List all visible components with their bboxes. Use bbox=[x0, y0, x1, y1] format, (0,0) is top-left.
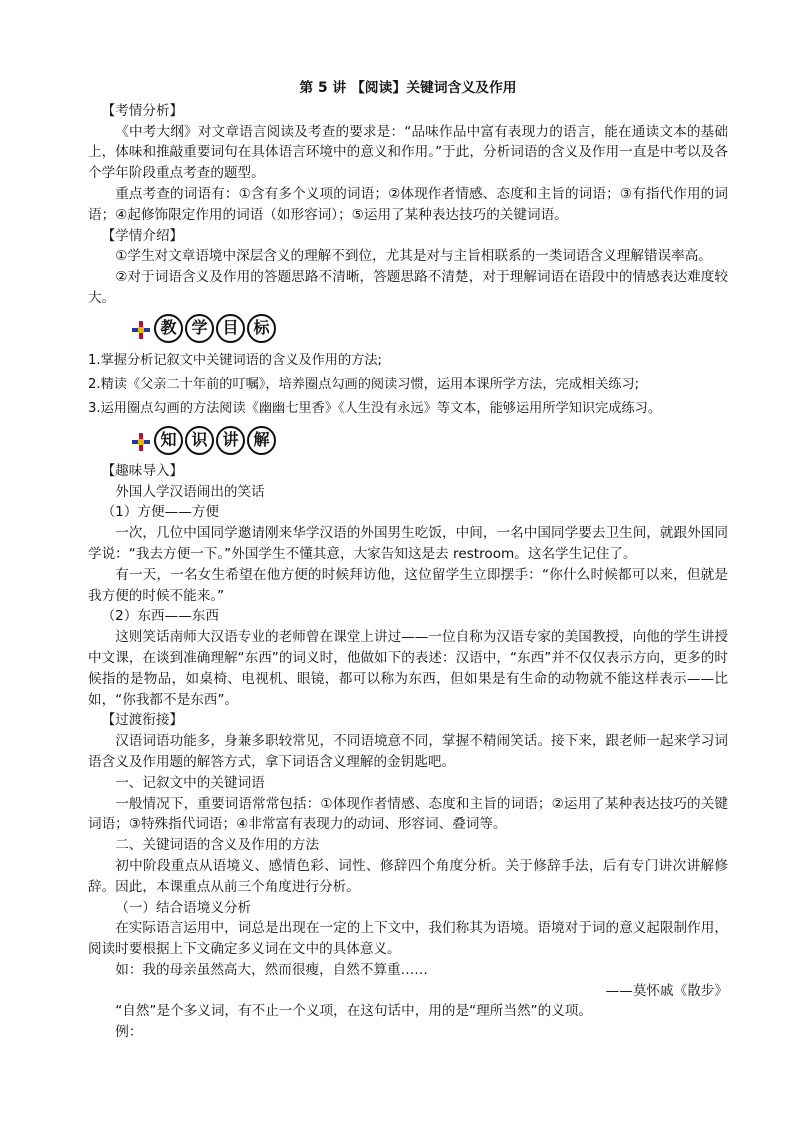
section-heading-transition: 【过渡衔接】 bbox=[101, 712, 184, 729]
quote-source: ——莫怀戚《散步》 bbox=[605, 982, 728, 999]
banner-char: 解 bbox=[247, 426, 276, 455]
subheading: 一、记叙文中的关键词语 bbox=[115, 774, 265, 791]
goal-item: 2.精读《父亲二十年前的叮嘱》，培养圈点勾画的阅读习惯，运用本课所学方法，完成相关练习; bbox=[88, 376, 640, 392]
paragraph: 有一天，一名女生希望在他方便的时候拜访他，这位留学生立即摆手：“你什么时候都可以来，但就是我方便的时候不能来。” bbox=[88, 566, 728, 604]
document-page bbox=[88, 78, 728, 1043]
goal-item: 1.掌握分析记叙文中关键词语的含义及作用的方法; bbox=[88, 352, 382, 368]
paragraph: ①学生对文章语境中深层含义的理解不到位，尤其是对与主旨相联系的一类词语含义理解错误率高。 bbox=[115, 248, 712, 265]
paragraph: 这则笑话南师大汉语专业的老师曾在课堂上讲过——一位自称为汉语专家的美国教授，向他的学生讲授中文课，在谈到准确理解“东西”的词义时，他做如下的表述：汉语中，“东西”并不仅仅表示方向，更多的时候指的是物品，如桌椅、电视机、眼镜，都可以称为东西，但如果是有生命的动物就不能这样表示——比如，“你我都不是东西”。 bbox=[88, 629, 728, 708]
banner-char: 讲 bbox=[216, 426, 245, 455]
section-heading-intro: 【趣味导入】 bbox=[101, 462, 184, 479]
subheading: （一）结合语境义分析 bbox=[115, 899, 252, 916]
paragraph: 初中阶段重点从语境义、感情色彩、词性、修辞四个角度分析。关于修辞手法，后有专门讲次讲解修辞。因此，本课重点从前三个角度进行分析。 bbox=[88, 857, 728, 895]
cross-mark-icon bbox=[132, 433, 150, 451]
section-heading-kaoqing: 【考情分析】 bbox=[101, 102, 184, 119]
subheading: 二、关键词语的含义及作用的方法 bbox=[115, 837, 320, 854]
subheading: （1）方便——方便 bbox=[101, 504, 219, 521]
banner-char: 标 bbox=[247, 314, 276, 343]
paragraph: 一次，几位中国同学邀请刚来华学汉语的外国男生吃饭，中间，一名中国同学要去卫生间，就跟外国同学说：“我去方便一下。”外国学生不懂其意，大家告知这是去 restroom。这名学生记住了。 bbox=[88, 525, 728, 562]
paragraph: ②对于词语含义及作用的答题思路不清晰，答题思路不清楚，对于理解词语在语段中的情感表达难度较大。 bbox=[88, 269, 728, 306]
paragraph: 在实际语言运用中，词总是出现在一定的上下文中，我们称其为语境。语境对于词的意义起限制作用，阅读时要根据上下文确定多义词在文中的具体意义。 bbox=[88, 920, 728, 958]
paragraph: 《中考大纲》对文章语言阅读及考查的要求是：“品味作品中富有表现力的语言，能在通读文本的基础上，体味和推敲重要词句在具体语言环境中的意义和作用。”于此，分析词语的含义及作用一直是中考以及各个学年阶段重点考查的题型。 bbox=[88, 123, 728, 182]
banner-knowledge bbox=[132, 425, 728, 459]
banner-char: 识 bbox=[185, 426, 214, 455]
paragraph: 一般情况下，重要词语常常包括：①体现作者情感、态度和主旨的词语；②运用了某种表达技巧的关键词语；③特殊指代词语；④非常富有表现力的动词、形容词、叠词等。 bbox=[88, 795, 728, 833]
banner-char: 目 bbox=[216, 314, 245, 343]
paragraph: 外国人学汉语闹出的笑话 bbox=[115, 483, 265, 500]
paragraph: 汉语词语功能多，身兼多职较常见，不同语境意不同，掌握不精闹笑话。接下来，跟老师一起来学习词语含义及作用题的解答方式，拿下词语含义理解的金钥匙吧。 bbox=[88, 733, 728, 770]
banner-char: 学 bbox=[185, 314, 214, 343]
example-label: 例： bbox=[115, 1024, 143, 1041]
page-title: 第 5 讲 【阅读】关键词含义及作用 bbox=[299, 80, 517, 96]
paragraph: 重点考查的词语有：①含有多个义项的词语；②体现作者情感、态度和主旨的词语；③有指代作用的词语；④起修饰限定作用的词语（如形容词）；⑤运用了某种表达技巧的关键词语。 bbox=[88, 185, 728, 223]
example-quote: 如：我的母亲虽然高大，然而很瘦，自然不算重…… bbox=[115, 961, 428, 978]
banner-teaching-goals bbox=[132, 313, 728, 347]
banner-char: 知 bbox=[154, 426, 183, 455]
cross-mark-icon bbox=[132, 321, 150, 339]
paragraph: “自然”是个多义词，有不止一个义项，在这句话中，用的是“理所当然”的义项。 bbox=[115, 1003, 592, 1020]
banner-char: 教 bbox=[154, 314, 183, 343]
subheading: （2）东西——东西 bbox=[101, 608, 219, 625]
section-heading-xueqing: 【学情介绍】 bbox=[101, 227, 184, 244]
goal-item: 3.运用圈点勾画的方法阅读《幽幽七里香》《人生没有永远》等文本，能够运用所学知识完成练习。 bbox=[88, 400, 662, 416]
